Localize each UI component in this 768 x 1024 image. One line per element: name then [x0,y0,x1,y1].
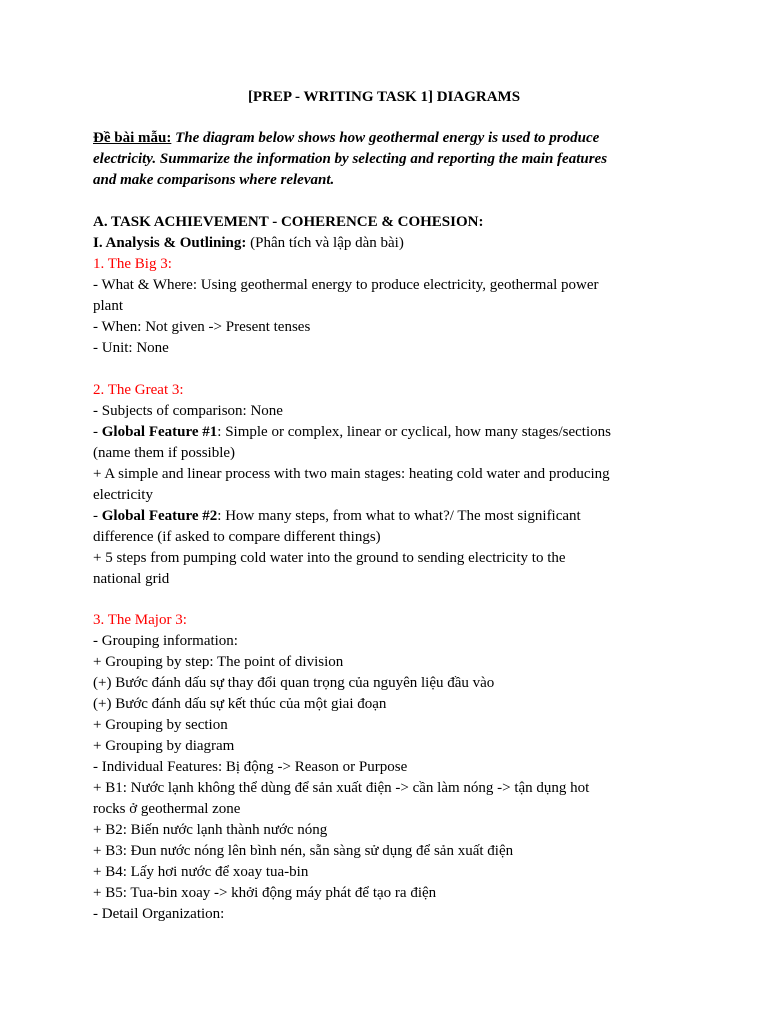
great3-heading: 2. The Great 3: [93,382,184,398]
major3-line: (+) Bước đánh dấu sự kết thúc của một giai đoạn [93,696,387,712]
great3-gf2-answer-2: national grid [93,571,170,587]
prompt-line-3: and make comparisons where relevant. [93,172,335,188]
section-a-heading: A. TASK ACHIEVEMENT - COHERENCE & COHESION: [93,214,484,230]
big3-what-line-1: - What & Where: Using geothermal energy to produce electricity, geothermal power [93,277,599,293]
major3-line: + B5: Tua-bin xoay -> khởi động máy phát để tạo ra điện [93,885,437,901]
great3-subjects: - Subjects of comparison: None [93,403,283,419]
great3-gf1-line-2: (name them if possible) [93,445,236,461]
major3-line: rocks ở geothermal zone [93,801,241,817]
major3-line: + Grouping by section [93,717,228,733]
big3-what-line-2: plant [93,298,123,314]
major3-line: + B1: Nước lạnh không thể dùng để sản xuất điện -> cần làm nóng -> tận dụng hot [93,780,590,796]
great3-gf1: - Global Feature #1: Simple or complex, linear or cyclical, how many stages/sections [93,424,611,440]
great3-gf2-line-2: difference (if asked to compare different things) [93,529,381,545]
big3-heading: 1. The Big 3: [93,256,172,272]
major3-line: + B4: Lấy hơi nước để xoay tua-bin [93,864,309,880]
prompt-line-2: electricity. Summarize the information by selecting and reporting the main features [93,151,608,167]
major3-line: - Detail Organization: [93,906,225,922]
gf1-text: : Simple or complex, linear or cyclical, how many stages/sections [217,424,611,440]
major3-line: + B3: Đun nước nóng lên bình nén, sẵn sàng sử dụng để sản xuất điện [93,843,514,859]
major3-line: (+) Bước đánh dấu sự thay đổi quan trọng của nguyên liệu đầu vào [93,675,495,691]
great3-gf2-answer-1: + 5 steps from pumping cold water into the ground to sending electricity to the [93,550,566,566]
major3-line: + Grouping by step: The point of division [93,654,344,670]
big3-unit: - Unit: None [93,340,169,356]
document-title: [PREP - WRITING TASK 1] DIAGRAMS [247,89,521,105]
great3-gf2: - Global Feature #2: How many steps, from what to what?/ The most significant [93,508,581,524]
great3-gf1-answer-1: + A simple and linear process with two main stages: heating cold water and producing [93,466,610,482]
great3-gf1-answer-2: electricity [93,487,153,503]
gf1-label: Global Feature #1 [101,424,218,440]
gf2-text: : How many steps, from what to what?/ The most significant [217,508,581,524]
major3-line: - Grouping information: [93,633,238,649]
major3-heading: 3. The Major 3: [93,612,187,628]
gf2-label: Global Feature #2 [101,508,218,524]
major3-line: + B2: Biến nước lạnh thành nước nóng [93,822,328,838]
big3-when: - When: Not given -> Present tenses [93,319,311,335]
prompt-text-1: The diagram below shows how geothermal energy is used to produce [175,130,600,146]
section-i-label: I. Analysis & Outlining: [93,235,247,251]
major3-line: + Grouping by diagram [93,738,235,754]
major3-line: - Individual Features: Bị động -> Reason or Purpose [93,759,408,775]
prompt-label: Đề bài mẫu: [93,130,172,146]
prompt-line-1 [93,128,693,149]
section-i-heading [93,233,693,254]
section-i-note: (Phân tích và lập dàn bài) [246,235,404,251]
